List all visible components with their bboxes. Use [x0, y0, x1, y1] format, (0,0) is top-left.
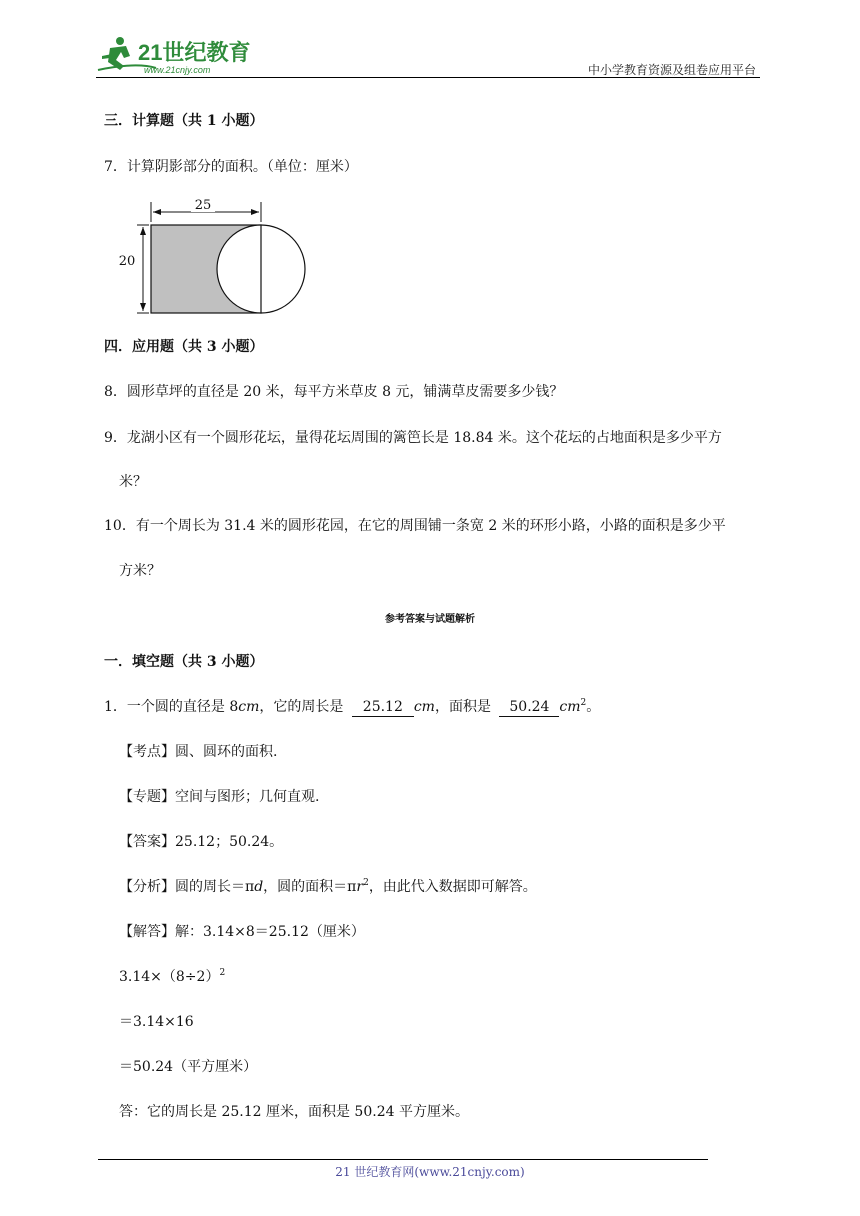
section4-title: 四．应用题（共 3 小题）: [104, 339, 264, 355]
answer-final: 答：它的周长是 25.12 厘米，面积是 50.24 平方厘米。: [119, 1104, 469, 1120]
answer-blank-1: 25.12: [352, 698, 414, 717]
answer-fenxi: 【分析】圆的周长＝πd，圆的面积$=\pi r^2$，由此代入数据即可解答。: [119, 878, 537, 895]
answer-step-1: $3.14\times(8\div 2)^2$: [119, 968, 226, 985]
question-10-line2: 方米？: [119, 563, 161, 579]
answer-jieda: 【解答】解：3.14×8＝25.12（厘米）: [119, 924, 365, 940]
answers-section1-title: 一．填空题（共 3 小题）: [104, 654, 264, 670]
question-9-line2: 米？: [119, 474, 147, 490]
shaded-area-figure: [115, 192, 315, 322]
footer-link[interactable]: 21 世纪教育网(www.21cnjy.com): [335, 1165, 525, 1179]
answers-heading: 参考答案与试题解析: [385, 614, 475, 625]
site-logo: [96, 34, 266, 78]
answer-step-3: ＝50.24（平方厘米）: [119, 1059, 258, 1075]
figure-left-label: 20: [118, 254, 136, 269]
question-9-line1: 9．龙湖小区有一个圆形花坛，量得花坛周围的篱笆长是 18.84 米。这个花坛的占地面积是多少平方: [104, 430, 722, 446]
svg-text:www.21cnjy.com: www.21cnjy.com: [144, 65, 211, 75]
header-platform-text: 中小学教育资源及组卷应用平台: [587, 63, 756, 77]
question-10-line1: 10．有一个周长为 31.4 米的圆形花园，在它的周围铺一条宽 2 米的环形小路，小路的面积是多少平: [104, 518, 726, 534]
answer-step-2: ＝3.14×16: [119, 1014, 194, 1030]
answer-daan: 【答案】25.12；50.24。: [119, 834, 284, 850]
section3-title: 三．计算题（共 1 小题）: [104, 113, 264, 129]
answer-kaodian: 【考点】圆、圆环的面积.: [119, 744, 278, 760]
answer-zhuanti: 【专题】空间与图形；几何直观.: [119, 789, 320, 805]
header-divider: [96, 77, 760, 78]
answer-question-1: 1．一个圆的直径是 8cm，它的周长是 25.12 cm，面积是 50.24 $cm^2$。: [104, 698, 601, 715]
figure-top-label: 25: [194, 198, 212, 213]
question-8: 8．圆形草坪的直径是 20 米，每平方米草皮 8 元，铺满草皮需要多少钱？: [104, 384, 564, 400]
footer-divider: [98, 1159, 708, 1160]
question-7: 7．计算阴影部分的面积。（单位：厘米）: [104, 159, 358, 175]
answer-blank-2: 50.24: [499, 698, 559, 717]
svg-text:21世纪教育: 21世纪教育: [138, 40, 251, 65]
